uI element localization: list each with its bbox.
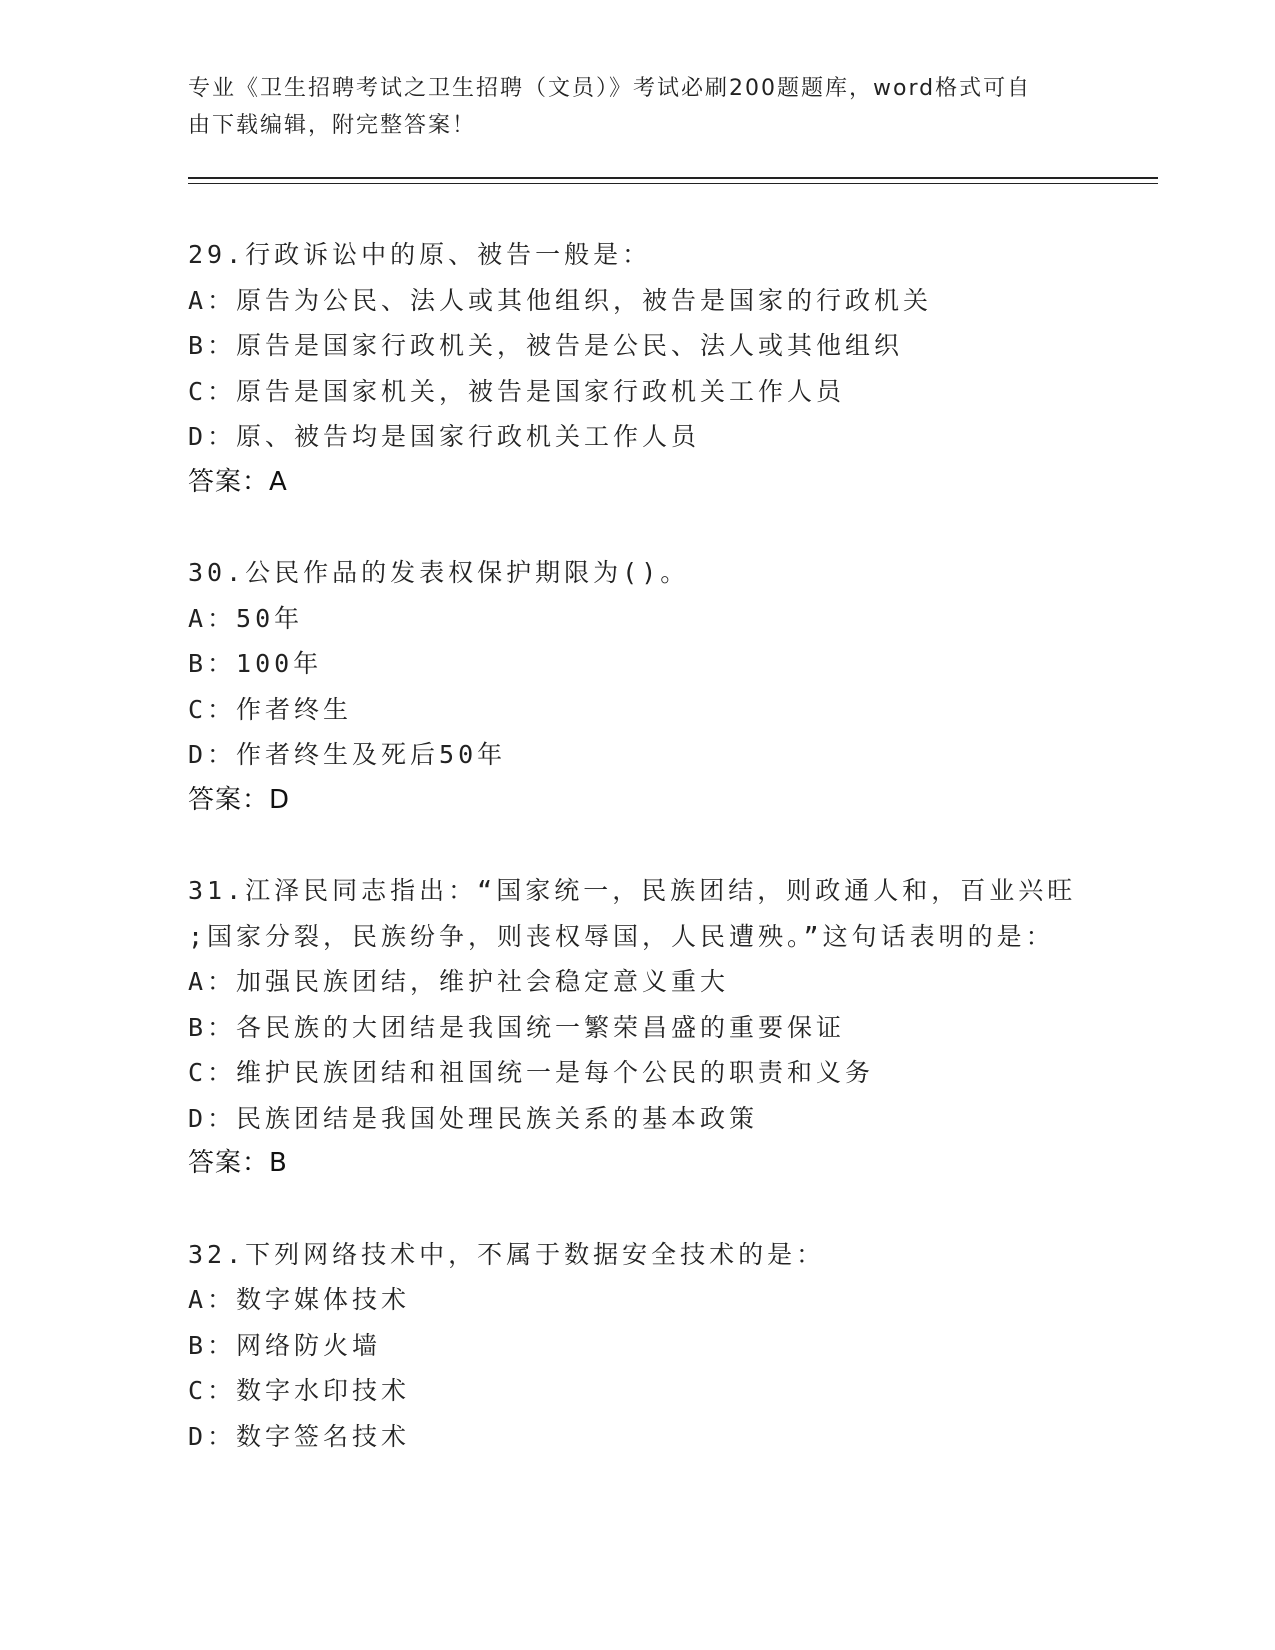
option-d: D：原、被告均是国家行政机关工作人员 [188,422,701,451]
option-d: D：民族团结是我国处理民族关系的基本政策 [188,1103,759,1133]
question-stem: 30.公民作品的发表权保护期限为()。 [188,558,690,587]
option-c: C：作者终生 [188,694,353,724]
question-list [188,232,1088,1504]
answer-label: 答案：D [188,784,291,815]
header-line-2: 由下载编辑，附完整答案！ [188,113,477,138]
question-31 [188,868,1088,1187]
header-line-1: 专业《卫生招聘考试之卫生招聘（文员）》考试必刷200题题库，word格式可自 [188,76,1032,101]
option-b: B：原告是国家行政机关，被告是公民、法人或其他组织 [188,331,904,360]
question-29 [188,232,1088,505]
option-b: B：各民族的大团结是我国统一繁荣昌盛的重要保证 [188,1012,846,1042]
answer-label: 答案：B [188,1148,288,1178]
option-d: D：作者终生及死后50年 [188,740,507,769]
option-b: B：网络防火墙 [188,1330,382,1360]
question-stem: 29.行政诉讼中的原、被告一般是： [188,240,652,269]
option-c: C：数字水印技术 [188,1376,411,1405]
document-header [188,70,1088,144]
header-divider-thin [188,183,1158,184]
option-a: A：50年 [188,603,304,633]
header-divider-thick [188,177,1158,179]
option-c: C：原告是国家机关，被告是国家行政机关工作人员 [188,376,846,406]
option-b: B：100年 [188,649,323,678]
option-d: D：数字签名技术 [188,1421,411,1451]
question-30 [188,550,1088,823]
question-stem: 32.下列网络技术中，不属于数据安全技术的是： [188,1239,826,1269]
question-stem-continued: ;国家分裂，民族纷争，则丧权辱国，人民遭殃。”这句话表明的是： [188,921,1055,951]
option-c: C：维护民族团结和祖国统一是每个公民的职责和义务 [188,1058,875,1087]
answer-label: 答案：A [188,466,288,497]
option-a: A：加强民族团结，维护社会稳定意义重大 [188,967,730,996]
option-a: A：原告为公民、法人或其他组织，被告是国家的行政机关 [188,285,933,315]
question-32 [188,1232,1088,1460]
question-stem: 31.江泽民同志指出：“国家统一，民族团结，则政通人和，百业兴旺 [188,876,1077,905]
option-a: A：数字媒体技术 [188,1285,411,1314]
